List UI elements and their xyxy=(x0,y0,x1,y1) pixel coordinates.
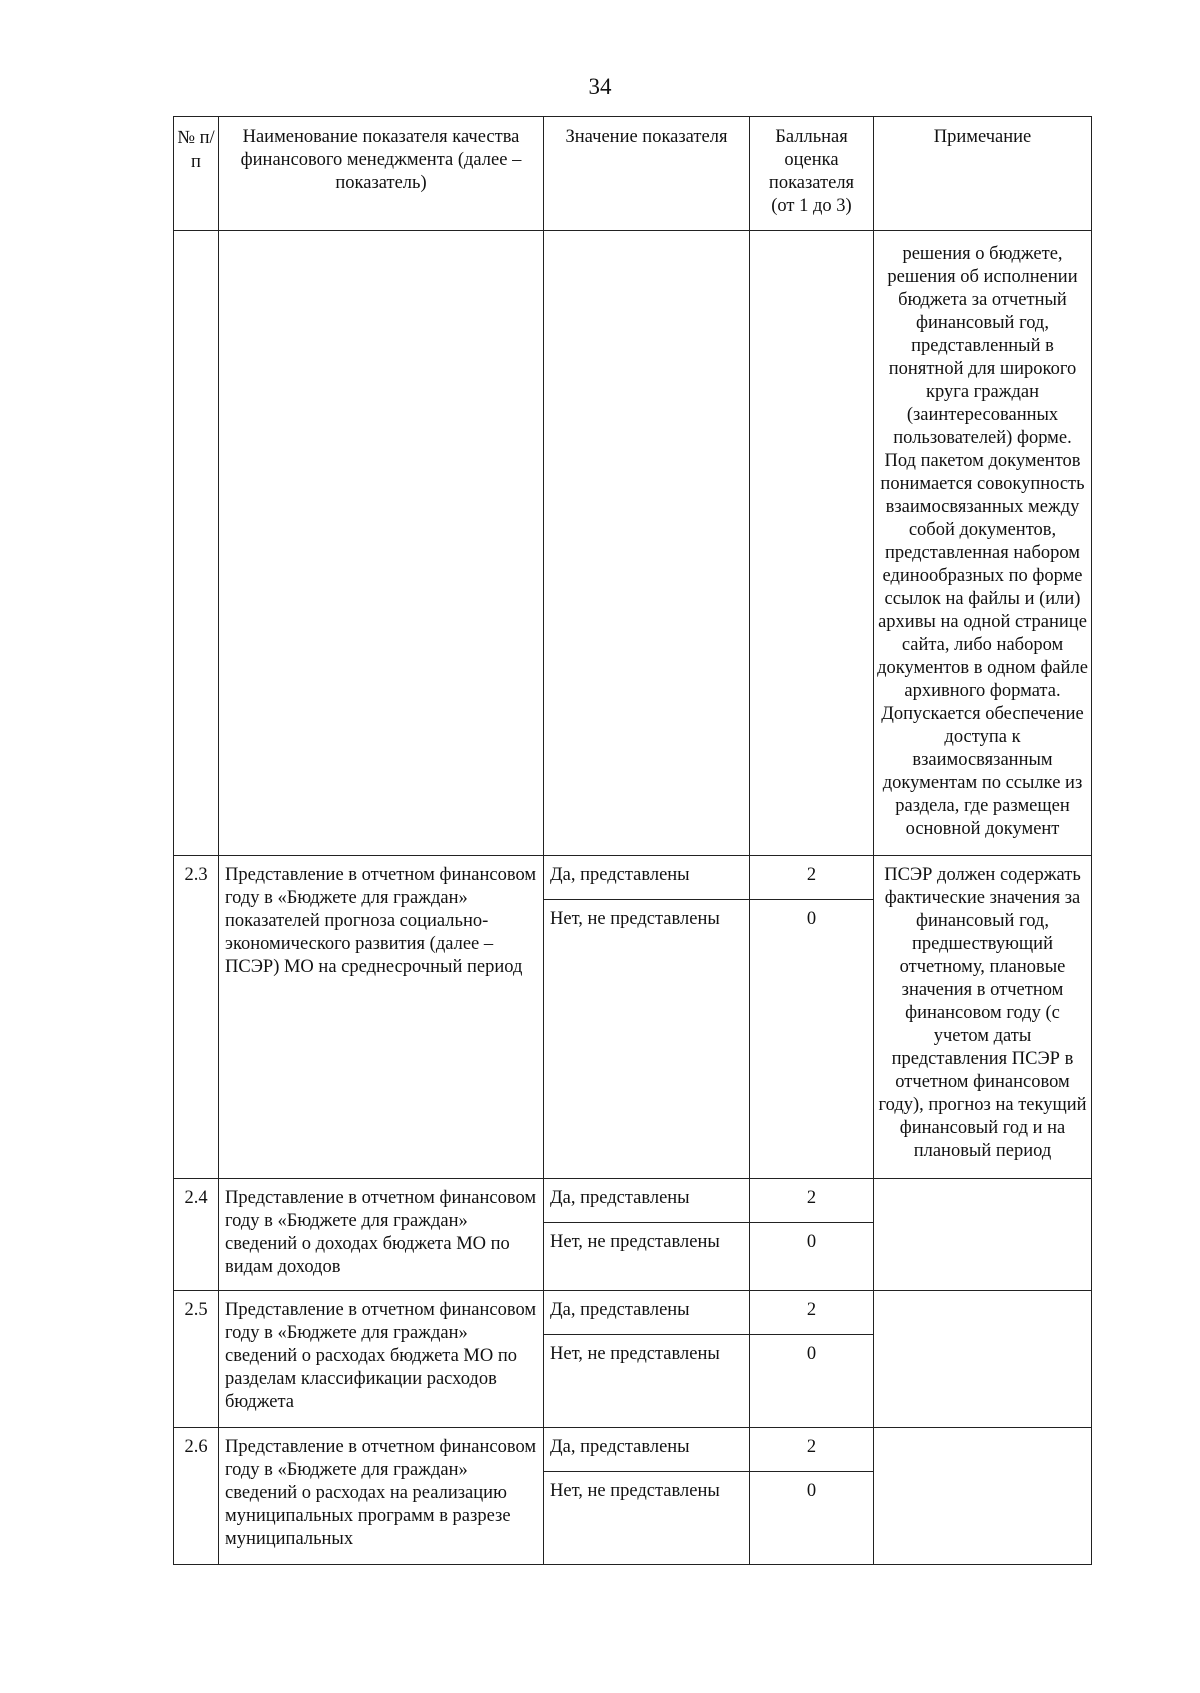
header-row xyxy=(174,117,1092,231)
row-number: 2.6 xyxy=(174,1428,219,1565)
option-value: Нет, не представлены xyxy=(544,1472,750,1565)
header-num: № п/п xyxy=(174,117,219,231)
option-score: 2 xyxy=(750,1291,874,1335)
option-value: Нет, не представлены xyxy=(544,1335,750,1428)
option-score: 0 xyxy=(750,1472,874,1565)
indicator-name: Представление в отчетном финансовом году в «Бюджете для граждан» показателей прогноза социально-экономического развития (далее – ПСЭР) МО на среднесрочный период xyxy=(219,856,544,1179)
table-row xyxy=(174,1291,1092,1335)
continuation-value-cell xyxy=(544,231,750,856)
option-value: Да, представлены xyxy=(544,856,750,900)
option-score: 0 xyxy=(750,900,874,1179)
option-value: Нет, не представлены xyxy=(544,900,750,1179)
indicator-name: Представление в отчетном финансовом году в «Бюджете для граждан» сведений о расходах бюджета МО по разделам классификации расходов бюджета xyxy=(219,1291,544,1428)
table-row xyxy=(174,856,1092,900)
option-score: 0 xyxy=(750,1223,874,1291)
page-number: 34 xyxy=(588,74,612,99)
indicator-note xyxy=(874,1179,1092,1291)
option-score: 2 xyxy=(750,856,874,900)
option-score: 2 xyxy=(750,1428,874,1472)
continuation-name-cell xyxy=(219,231,544,856)
indicator-name: Представление в отчетном финансовом году в «Бюджете для граждан» сведений о доходах бюджета МО по видам доходов xyxy=(219,1179,544,1291)
indicator-note xyxy=(874,1291,1092,1428)
option-value: Нет, не представлены xyxy=(544,1223,750,1291)
option-score: 2 xyxy=(750,1179,874,1223)
option-value: Да, представлены xyxy=(544,1428,750,1472)
header-value: Значение показателя xyxy=(544,117,750,231)
indicator-table xyxy=(173,116,1092,1565)
table-row xyxy=(174,1179,1092,1223)
header-score: Балльная оценка показателя (от 1 до 3) xyxy=(750,117,874,231)
header-name: Наименование показателя качества финансового менеджмента (далее – показатель) xyxy=(219,117,544,231)
header-note: Примечание xyxy=(874,117,1092,231)
indicator-note: ПСЭР должен содержать фактические значения за финансовый год, предшествующий отчетному, плановые значения в отчетном финансовом году (с учетом даты представления ПСЭР в отчетном финансовом году), прогноз на текущий финансовый год и на плановый период xyxy=(874,856,1092,1179)
option-value: Да, представлены xyxy=(544,1179,750,1223)
continuation-note: решения о бюджете, решения об исполнении бюджета за отчетный финансовый год, представленный в понятной для широкого круга граждан (заинтересованных пользователей) форме. Под пакетом документов понимается совокупность взаимосвязанных между собой документов, представленная набором единообразных по форме ссылок на файлы и (или) архивы на одной странице сайта, либо набором документов в одном файле архивного формата. Допускается обеспечение доступа к взаимосвязанным документам по ссылке из раздела, где размещен основной документ xyxy=(874,231,1092,856)
row-number: 2.5 xyxy=(174,1291,219,1428)
option-score: 0 xyxy=(750,1335,874,1428)
continuation-score-cell xyxy=(750,231,874,856)
continuation-row xyxy=(174,231,1092,856)
continuation-num-cell xyxy=(174,231,219,856)
table-row xyxy=(174,1428,1092,1472)
row-number: 2.3 xyxy=(174,856,219,1179)
indicator-name: Представление в отчетном финансовом году в «Бюджете для граждан» сведений о расходах на реализацию муниципальных программ в разрезе муниципальных xyxy=(219,1428,544,1565)
indicator-note xyxy=(874,1428,1092,1565)
option-value: Да, представлены xyxy=(544,1291,750,1335)
row-number: 2.4 xyxy=(174,1179,219,1291)
